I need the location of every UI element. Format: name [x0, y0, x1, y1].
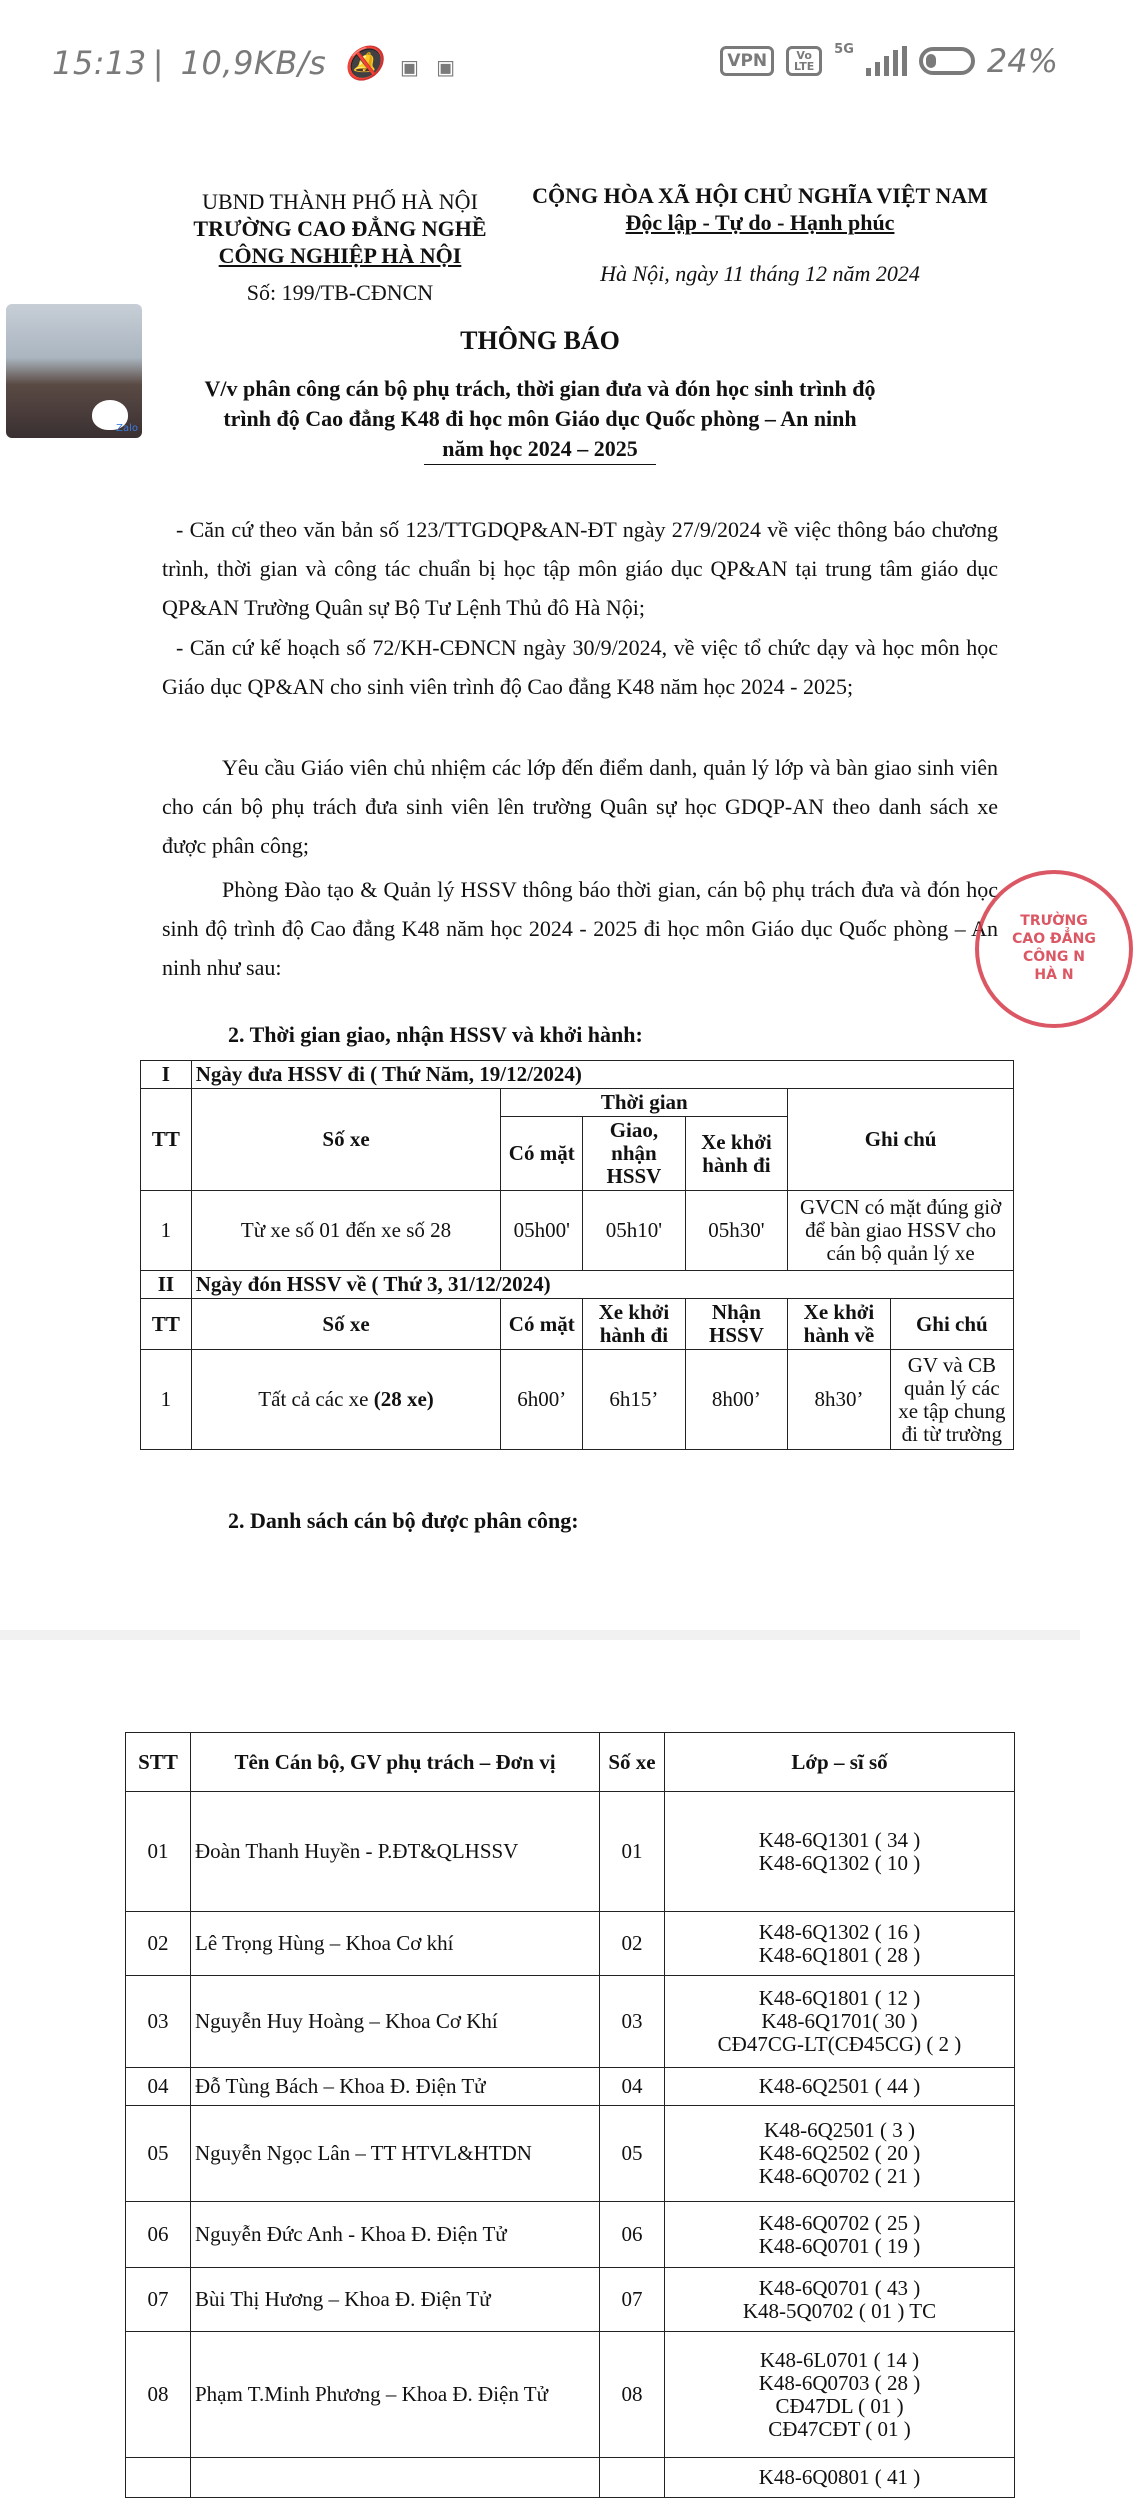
- cell-text: Tất cả các xe: [258, 1387, 374, 1411]
- bus-number-cell: 05: [600, 2106, 665, 2202]
- col-header: Tên Cán bộ, GV phụ trách – Đơn vị: [191, 1733, 600, 1792]
- cell: GVCN có mặt đúng giờ để bàn giao HSSV cho cán bộ quản lý xe: [788, 1191, 1014, 1271]
- section-row: [141, 1061, 1014, 1089]
- col-header: Thời gian: [501, 1089, 788, 1117]
- app-notification-icon: ▣: [400, 55, 420, 79]
- header-row: [141, 1299, 1014, 1350]
- school-name-line: CÔNG NGHIỆP HÀ NỘI: [218, 243, 462, 268]
- paragraph: Phòng Đào tạo & Quản lý HSSV thông báo thời gian, cán bộ phụ trách đưa và đón học sinh độ trình độ Cao đẳng K48 năm học 2024 - 2025 đi học môn Giáo dục Quốc phòng – An ninh như sau:: [162, 877, 998, 980]
- paragraph: Yêu cầu Giáo viên chủ nhiệm các lớp đến điểm danh, quản lý lớp và bàn giao sinh viên cho cán bộ phụ trách đưa sinh viên lên trường Quân sự học GDQP-AN theo danh sách xe được phân công;: [162, 755, 998, 858]
- cell: 05h10': [583, 1191, 686, 1271]
- classes-cell: [665, 2106, 1015, 2202]
- section-number: II: [141, 1271, 192, 1299]
- school-name-line: TRƯỜNG CAO ĐẲNG NGHỀ: [193, 216, 487, 241]
- bus-number-cell: 07: [600, 2268, 665, 2332]
- class-entry: K48-6Q2502 ( 20 ): [758, 2141, 921, 2165]
- classes-cell: [665, 2458, 1015, 2498]
- classes-cell: [665, 1792, 1015, 1912]
- network-type: 5G: [834, 42, 854, 57]
- national-header: [520, 182, 1000, 287]
- bus-number-cell: 04: [600, 2068, 665, 2106]
- class-entry: CĐ47DL ( 01 ): [775, 2393, 904, 2418]
- issuer-block: [160, 188, 520, 306]
- bus-number-cell: 03: [600, 1976, 665, 2068]
- table-row: [126, 2202, 1015, 2268]
- vpn-icon: VPN: [720, 46, 774, 76]
- stamp-text: CAO ĐẲNG: [1012, 931, 1096, 947]
- schedule-table: [140, 1060, 1014, 1450]
- col-header: Ghi chú: [788, 1089, 1014, 1191]
- table-row: [141, 1350, 1014, 1450]
- table-row: [126, 1792, 1015, 1912]
- staff-table: [125, 1732, 1015, 2498]
- header-row: [141, 1089, 1014, 1117]
- col-header: Xe khởi hành đi: [583, 1299, 686, 1350]
- stt-cell: 06: [126, 2202, 191, 2268]
- section-heading: 2. Thời gian giao, nhận HSSV và khởi hành:: [228, 1022, 643, 1047]
- national-motto: Độc lập - Tự do - Hạnh phúc: [625, 210, 895, 235]
- cell: 6h00’: [501, 1350, 583, 1450]
- app-notification-icon-2: ▣: [436, 55, 456, 79]
- table-row: [126, 2458, 1015, 2498]
- bus-number-cell: 02: [600, 1912, 665, 1976]
- red-stamp: [975, 870, 1133, 1028]
- section-heading: 2. Danh sách cán bộ được phân công:: [228, 1508, 579, 1533]
- col-header: Có mặt: [501, 1117, 583, 1191]
- stt-cell: 03: [126, 1976, 191, 2068]
- class-entry: K48-5Q0702 ( 01 ) TC: [742, 2298, 937, 2323]
- document-title: THÔNG BÁO: [460, 326, 620, 355]
- class-entry: K48-6Q1302 ( 10 ): [758, 1850, 921, 1875]
- cell: GV và CB quản lý các xe tập chung đi từ trường: [890, 1350, 1013, 1450]
- issuer-line: UBND THÀNH PHỐ HÀ NỘI: [202, 189, 478, 214]
- staff-name-cell: Nguyễn Huy Hoàng – Khoa Cơ Khí: [191, 1976, 600, 2068]
- classes-cell: [665, 1912, 1015, 1976]
- section-title: Ngày đưa HSSV đi ( Thứ Năm, 19/12/2024): [191, 1061, 1013, 1089]
- col-header: Giao, nhận HSSV: [583, 1117, 686, 1191]
- document-subject: [0, 374, 1080, 465]
- bus-number-cell: 08: [600, 2332, 665, 2458]
- col-header: STT: [126, 1733, 191, 1792]
- staff-name-cell: Bùi Thị Hương – Khoa Đ. Điện Tử: [191, 2268, 600, 2332]
- col-header: TT: [141, 1089, 192, 1191]
- table-row: [126, 2106, 1015, 2202]
- table-row: [126, 1976, 1015, 2068]
- class-entry: K48-6Q0702 ( 25 ): [758, 2210, 921, 2235]
- stt-cell: [126, 2458, 191, 2498]
- staff-name-cell: Phạm T.Minh Phương – Khoa Đ. Điện Tử: [191, 2332, 600, 2458]
- doc-number: Số: 199/TB-CĐNCN: [246, 280, 434, 305]
- classes-cell: [665, 2332, 1015, 2458]
- cell: 1: [141, 1350, 192, 1450]
- bus-number-cell: 01: [600, 1792, 665, 1912]
- section-row: [141, 1271, 1014, 1299]
- section-number: I: [141, 1061, 192, 1089]
- staff-name-cell: Đoàn Thanh Huyền - P.ĐT&QLHSSV: [191, 1792, 600, 1912]
- status-bar: [0, 0, 1080, 110]
- stamp-text: HÀ N: [1034, 967, 1074, 983]
- staff-name-cell: Đỗ Tùng Bách – Khoa Đ. Điện Tử: [191, 2068, 600, 2106]
- class-entry: K48-6Q0702 ( 21 ): [758, 2164, 921, 2188]
- cell: Từ xe số 01 đến xe số 28: [191, 1191, 501, 1271]
- subject-line: V/v phân công cán bộ phụ trách, thời gian đưa và đón học sinh trình độ: [204, 376, 876, 401]
- class-entry: K48-6Q1302 ( 16 ): [758, 1919, 921, 1944]
- class-entry: K48-6Q0701 ( 19 ): [758, 2233, 921, 2258]
- class-entry: K48-6Q1301 ( 34 ): [758, 1827, 921, 1852]
- cell: 8h00’: [685, 1350, 788, 1450]
- battery-percent: 24%: [986, 42, 1058, 80]
- stt-cell: 05: [126, 2106, 191, 2202]
- table-row: [126, 2268, 1015, 2332]
- document-page-1: [0, 110, 1096, 1630]
- cell: 05h30': [685, 1191, 788, 1271]
- cell: 8h30’: [788, 1350, 891, 1450]
- table-row: [126, 2068, 1015, 2106]
- class-entry: K48-6Q0701 ( 43 ): [758, 2275, 921, 2300]
- paragraph: - Căn cứ kế hoạch số 72/KH-CĐNCN ngày 30/9/2024, về việc tổ chức dạy và học môn học Giáo dục QP&AN cho sinh viên trình độ Cao đẳng K48 năm học 2024 - 2025;: [162, 635, 998, 699]
- col-header: Nhận HSSV: [685, 1299, 788, 1350]
- clock: 15:13: [52, 44, 147, 82]
- classes-cell: [665, 2268, 1015, 2332]
- class-entry: K48-6Q1801 ( 28 ): [758, 1942, 921, 1967]
- stt-cell: 04: [126, 2068, 191, 2106]
- subject-line: trình độ Cao đẳng K48 đi học môn Giáo dục Quốc phòng – An ninh: [223, 406, 857, 431]
- table-row: [126, 2332, 1015, 2458]
- paragraph: - Căn cứ theo văn bản số 123/TTGDQP&AN-ĐT ngày 27/9/2024 về việc thông báo chương trình, thời gian và công tác chuẩn bị học tập môn giáo dục QP&AN tại trung tâm giáo dục QP&AN Trường Quân sự Bộ Tư Lệnh Thủ đô Hà Nội;: [162, 517, 998, 620]
- status-right: [720, 42, 1058, 80]
- cell: 1: [141, 1191, 192, 1271]
- class-entry: CĐ47CĐT ( 01 ): [768, 2416, 911, 2441]
- net-speed: 10,9KB/s: [180, 44, 327, 82]
- class-entry: K48-6Q2501 ( 3 ): [763, 2118, 916, 2142]
- staff-name-cell: [191, 2458, 600, 2498]
- class-entry: K48-6Q2501 ( 44 ): [758, 2074, 921, 2098]
- classes-cell: [665, 2202, 1015, 2268]
- cell: 6h15’: [583, 1350, 686, 1450]
- col-header: Số xe: [600, 1733, 665, 1792]
- battery-icon: [919, 47, 975, 75]
- cell: 05h00': [501, 1191, 583, 1271]
- col-header: Ghi chú: [890, 1299, 1013, 1350]
- classes-cell: [665, 1976, 1015, 2068]
- class-entry: CĐ47CG-LT(CĐ45CG) ( 2 ): [717, 2032, 962, 2056]
- table-row: [126, 1912, 1015, 1976]
- table-row: [141, 1191, 1014, 1271]
- subject-line: năm học 2024 – 2025: [424, 434, 656, 465]
- staff-name-cell: Nguyễn Ngọc Lân – TT HTVL&HTDN: [191, 2106, 600, 2202]
- col-header: TT: [141, 1299, 192, 1350]
- class-entry: K48-6L0701 ( 14 ): [759, 2347, 920, 2372]
- class-entry: K48-6Q0703 ( 28 ): [758, 2370, 921, 2395]
- bus-number-cell: [600, 2458, 665, 2498]
- volte-icon: Vo LTE: [786, 46, 822, 76]
- col-header: Có mặt: [501, 1299, 583, 1350]
- staff-name-cell: Nguyễn Đức Anh - Khoa Đ. Điện Tử: [191, 2202, 600, 2268]
- cell: [191, 1350, 501, 1450]
- section-title: Ngày đón HSSV về ( Thứ 3, 31/12/2024): [191, 1271, 1013, 1299]
- status-left: [52, 44, 461, 82]
- document-page-2: [0, 1640, 1080, 2489]
- col-header: Xe khởi hành về: [788, 1299, 891, 1350]
- stt-cell: 08: [126, 2332, 191, 2458]
- stt-cell: 07: [126, 2268, 191, 2332]
- national-title: CỘNG HÒA XÃ HỘI CHỦ NGHĨA VIỆT NAM: [532, 183, 988, 208]
- staff-name-cell: Lê Trọng Hùng – Khoa Cơ khí: [191, 1912, 600, 1976]
- bus-number-cell: 06: [600, 2202, 665, 2268]
- date-line: Hà Nội, ngày 11 tháng 12 năm 2024: [600, 261, 920, 286]
- stamp-text: CÔNG N: [1023, 949, 1085, 965]
- class-entry: K48-6Q0801 ( 41 ): [758, 2465, 921, 2489]
- class-entry: K48-6Q1701( 30 ): [761, 2009, 918, 2033]
- cell-text-bold: (28 xe): [373, 1387, 434, 1411]
- header-row: [126, 1733, 1015, 1792]
- col-header: Số xe: [191, 1299, 501, 1350]
- classes-cell: [665, 2068, 1015, 2106]
- stt-cell: 01: [126, 1792, 191, 1912]
- separator: |: [152, 44, 164, 82]
- signal-icon: [866, 46, 907, 76]
- col-header: Xe khởi hành đi: [685, 1117, 788, 1191]
- stt-cell: 02: [126, 1912, 191, 1976]
- class-entry: K48-6Q1801 ( 12 ): [758, 1986, 921, 2010]
- mute-icon: 🔕: [342, 44, 384, 82]
- col-header: Số xe: [191, 1089, 501, 1191]
- stamp-text: TRƯỜNG: [1020, 913, 1088, 929]
- col-header: Lớp – sĩ số: [665, 1733, 1015, 1792]
- zalo-icon: Zalo: [116, 423, 138, 434]
